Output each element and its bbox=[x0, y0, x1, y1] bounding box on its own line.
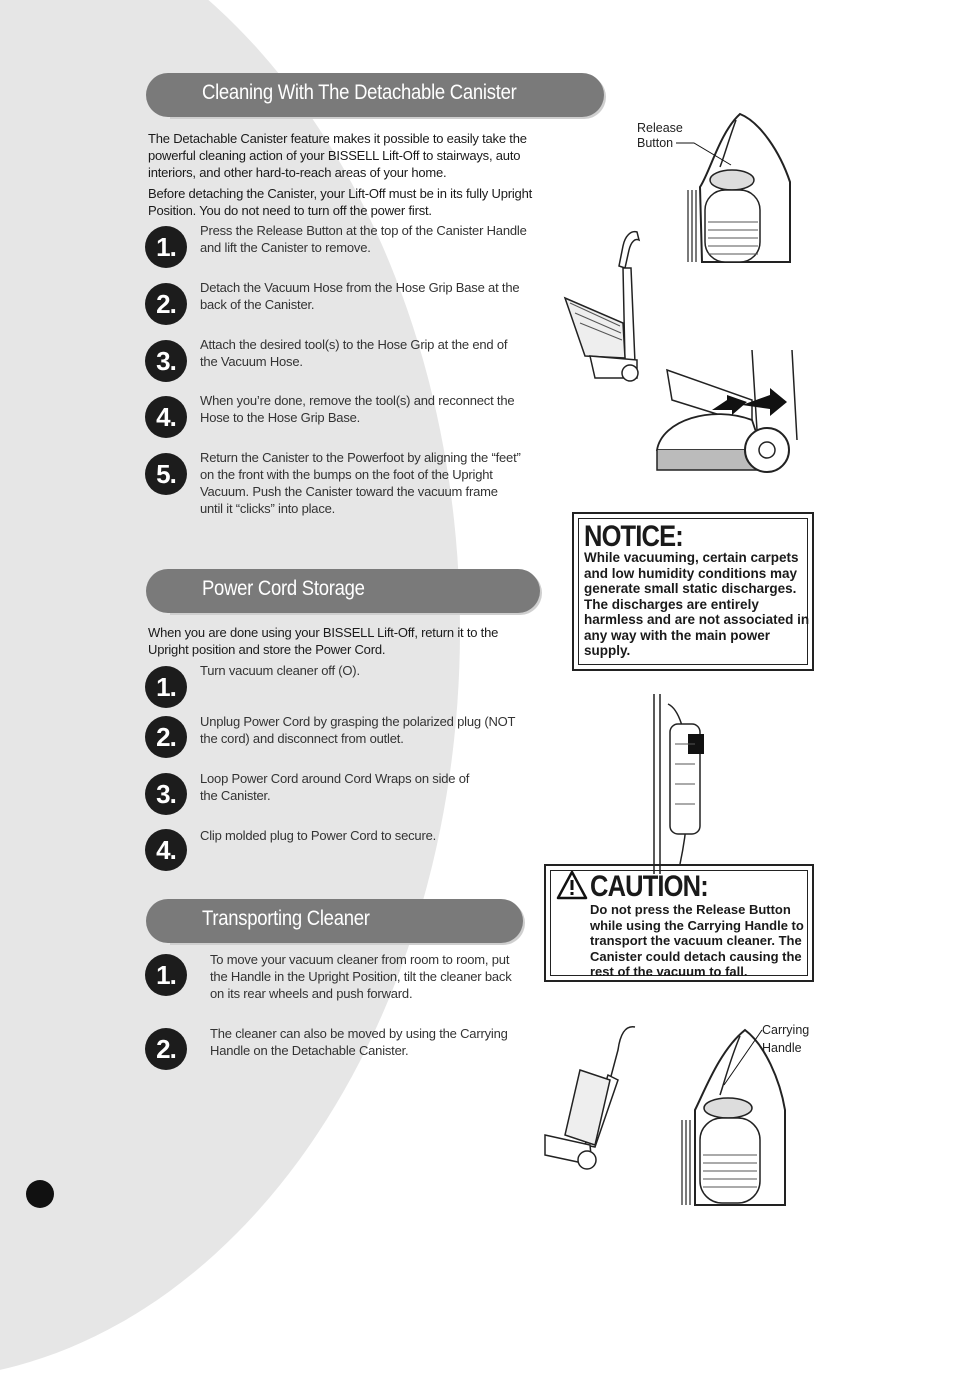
step-number: 4. bbox=[145, 829, 187, 871]
step-text: When you’re done, remove the tool(s) and reconnect the Hose to the Hose Grip Base. bbox=[200, 393, 515, 425]
step-text: Turn vacuum cleaner off (O). bbox=[200, 663, 360, 678]
cord-wraps-illustration bbox=[650, 694, 710, 874]
step-text: Loop Power Cord around Cord Wraps on side of the Canister. bbox=[200, 771, 470, 803]
intro-paragraph: The Detachable Canister feature makes it possible to easily take the powerful cleaning action of your BISSELL Lift-Off to stairways, auto interiors, and other hard-to-reach areas of your home. bbox=[148, 131, 527, 180]
step-text: To move your vacuum cleaner from room to room, put the Handle in the Upright Position, tilt the cleaner back on its rear wheels and push forward. bbox=[210, 952, 512, 1001]
section-title: Power Cord Storage bbox=[202, 577, 365, 600]
section-header-detachable-canister bbox=[168, 73, 604, 117]
label-line: Release bbox=[637, 121, 683, 135]
carrying-handle-leader-line bbox=[722, 1030, 772, 1090]
canister-release-button-illustration bbox=[680, 112, 800, 272]
step-number: 1. bbox=[145, 666, 187, 708]
step-text: Return the Canister to the Powerfoot by aligning the “feet” on the front with the bumps on the foot of the Upright Vacuum. Push the Canister toward the vacuum frame until it “clicks” into place. bbox=[200, 450, 521, 516]
caution-text: Do not press the Release Button while using the Carrying Handle to transport the vacuum cleaner. The Canister could detach causing the rest of the vacuum to fall. bbox=[590, 902, 804, 979]
section-header-transporting-cleaner bbox=[168, 899, 523, 943]
upright-vacuum-illustration bbox=[545, 228, 645, 388]
step-number: 1. bbox=[145, 954, 187, 996]
intro-paragraph: Before detaching the Canister, your Lift-Off must be in its fully Upright Position. You do not need to turn off the power first. bbox=[148, 186, 533, 218]
step-text: Detach the Vacuum Hose from the Hose Grip Base at the back of the Canister. bbox=[200, 280, 520, 312]
step-number: 5. bbox=[145, 453, 187, 495]
step-text: Press the Release Button at the top of the Canister Handle and lift the Canister to remove. bbox=[200, 223, 527, 255]
section-title: Transporting Cleaner bbox=[202, 907, 370, 930]
caution-box bbox=[544, 864, 814, 982]
release-button-leader-line bbox=[676, 140, 736, 170]
notice-text: While vacuuming, certain carpets and low humidity conditions may generate small static discharges. The discharges are entirely harmless and are not associated in any way with the main power supply. bbox=[584, 550, 810, 658]
notice-title: NOTICE: bbox=[584, 520, 683, 553]
page-number-dot bbox=[26, 1180, 54, 1208]
step-number: 3. bbox=[145, 340, 187, 382]
step-text: Attach the desired tool(s) to the Hose Grip at the end of the Vacuum Hose. bbox=[200, 337, 508, 369]
step-text: Clip molded plug to Power Cord to secure. bbox=[200, 828, 437, 843]
label-line: Handle bbox=[762, 1041, 802, 1055]
intro-paragraph: When you are done using your BISSELL Lift-Off, return it to the Upright position and store the Power Cord. bbox=[148, 625, 499, 657]
section-intro bbox=[148, 130, 533, 223]
label-line: Carrying bbox=[762, 1023, 810, 1037]
warning-triangle-icon bbox=[556, 870, 588, 900]
step-number: 2. bbox=[145, 1028, 187, 1070]
step-text: The cleaner can also be moved by using the Carrying Handle on the Detachable Canister. bbox=[210, 1026, 508, 1058]
section-title: Cleaning With The Detachable Canister bbox=[202, 81, 517, 104]
step-number: 3. bbox=[145, 773, 187, 815]
caution-title: CAUTION: bbox=[590, 870, 708, 903]
step-number: 2. bbox=[145, 716, 187, 758]
step-number: 2. bbox=[145, 283, 187, 325]
tilted-vacuum-illustration bbox=[540, 1025, 650, 1175]
step-number: 1. bbox=[145, 226, 187, 268]
section-header-power-cord-storage bbox=[168, 569, 540, 613]
canister-foot-closeup-illustration bbox=[652, 350, 802, 480]
label-line: Button bbox=[637, 136, 674, 150]
notice-box bbox=[572, 512, 814, 671]
step-number: 4. bbox=[145, 396, 187, 438]
section-intro bbox=[148, 624, 523, 662]
step-text: Unplug Power Cord by grasping the polarized plug (NOT the cord) and disconnect from outlet. bbox=[200, 714, 516, 746]
